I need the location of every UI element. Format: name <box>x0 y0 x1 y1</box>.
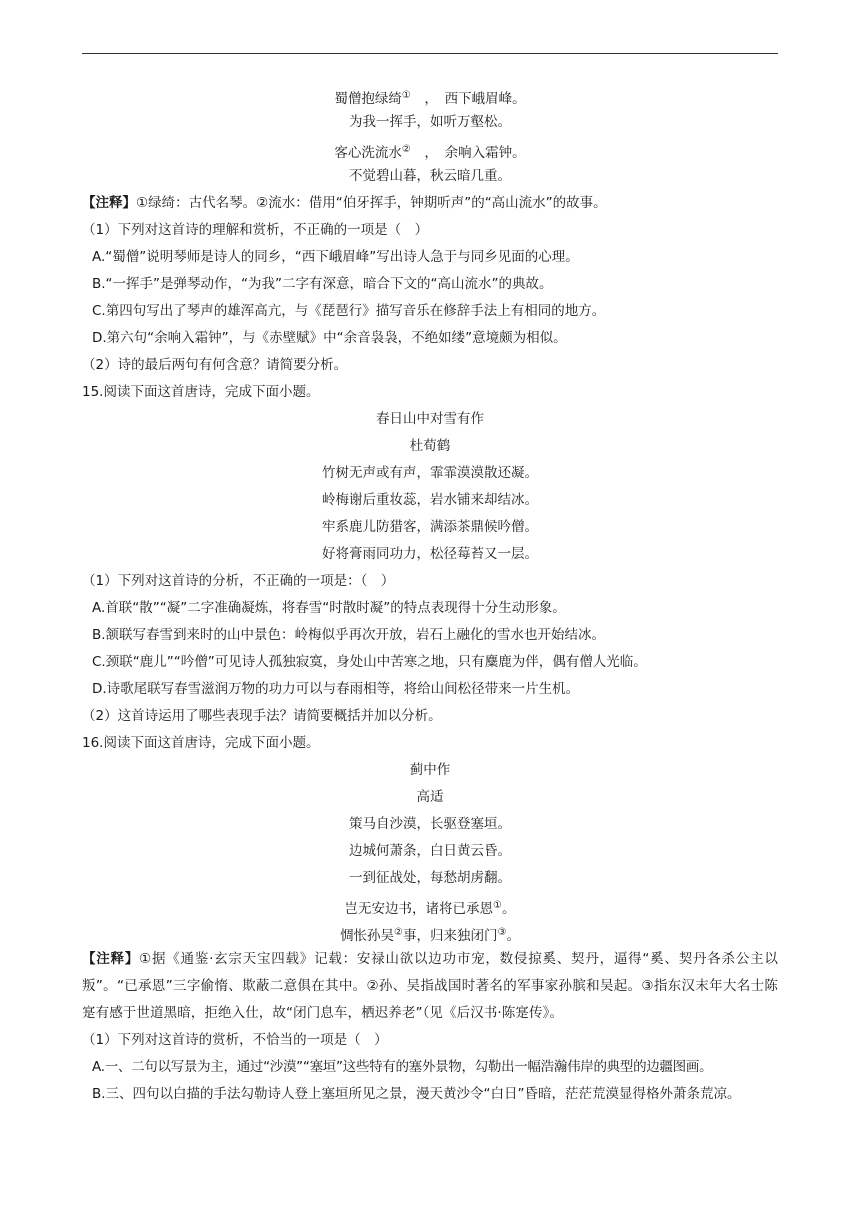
poem-author: 高适 <box>416 789 444 805</box>
question: （2）这首诗运用了哪些表现手法？请简要概括并加以分析。 <box>82 708 442 724</box>
poem-title: 春日山中对雪有作 <box>376 411 484 427</box>
header-rule <box>82 53 778 54</box>
poem-line: 策马自沙漠，长驱登塞垣。 <box>349 816 511 832</box>
annotation: 【注释】①绿绮：古代名琴。②流水：借用“伯牙挥手，钟期听声”的“高山流水”的故事。 <box>82 195 607 211</box>
poem-line: 岭梅谢后重妆蕊，岩水铺来却结冰。 <box>322 492 538 508</box>
question-heading: 16.阅读下面这首唐诗，完成下面小题。 <box>82 735 320 751</box>
option: A.“蜀僧”说明琴师是诗人的同乡，“西下峨眉峰”写出诗人急于与同乡见面的心理。 <box>92 249 579 265</box>
poem-line: 客心洗流水② ， 余响入霜钟。 <box>334 144 526 161</box>
option: D.诗歌尾联写春雪滋润万物的功力可以与春雨相等，将给山间松径带来一片生机。 <box>92 681 580 697</box>
poem-line: 好将膏雨同功力，松径莓苔又一层。 <box>322 546 538 562</box>
option: C.第四句写出了琴声的雄浑高亢，与《琵琶行》描写音乐在修辞手法上有相同的地方。 <box>92 303 606 319</box>
document-page <box>82 82 778 1108</box>
option: B.三、四句以白描的手法勾勒诗人登上塞垣所见之景，漫天黄沙令“白日”昏暗，茫茫荒漠显得格外萧条荒凉。 <box>92 1086 741 1102</box>
footnote-marker: ① <box>401 90 411 101</box>
question: （2）诗的最后两句有何含意？请简要分析。 <box>82 357 348 373</box>
question-heading: 15.阅读下面这首唐诗，完成下面小题。 <box>82 384 320 400</box>
option: C.颈联“鹿儿”“吟僧”可见诗人孤独寂寞，身处山中苦寒之地，只有麋鹿为伴，偶有僧人光临。 <box>92 654 647 670</box>
option: B.“一挥手”是弹琴动作，“为我”二字有深意，暗合下文的“高山流水”的典故。 <box>92 276 553 292</box>
question: （1）下列对这首诗的赏析，不恰当的一项是（ ） <box>82 1032 388 1048</box>
footnote-marker: ② <box>394 927 403 938</box>
poem-line: 不觉碧山暮，秋云暗几重。 <box>349 168 511 184</box>
question: （1）下列对这首诗的理解和赏析，不正确的一项是（ ） <box>82 222 429 238</box>
poem-line: 一到征战处，每愁胡虏翻。 <box>349 870 511 886</box>
annotation: 【注释】①据《通鉴·玄宗天宝四载》记载：安禄山欲以边功市宠，数侵掠奚、契丹，逼得“奚、契丹各杀公主以叛”。“已承恩”三字偷惰、欺蔽二意俱在其中。②孙、吴指战国时著名的军事家孙膑和吴起。③指东汉末年大名士陈寔有感于世道黑暗，拒绝入仕，故“闭门息车，栖迟养老”（见《后汉书·陈寔传》。 <box>82 951 778 1021</box>
poem-author: 杜荀鹤 <box>409 438 451 454</box>
option: A.一、二句以写景为主，通过“沙漠”“塞垣”这些特有的塞外景物，勾勒出一幅浩瀚伟岸的典型的边疆图画。 <box>92 1059 713 1075</box>
poem-line: 蜀僧抱绿绮① ， 西下峨眉峰。 <box>334 90 526 107</box>
option: D.第六句“余响入霜钟”，与《赤壁赋》中“余音袅袅，不绝如缕”意境颇为相似。 <box>92 330 567 346</box>
poem-title: 蓟中作 <box>409 762 451 778</box>
footnote-marker: ② <box>401 144 411 155</box>
poem-line: 竹树无声或有声，霏霏漠漠散还凝。 <box>322 465 538 481</box>
footnote-marker: ① <box>493 900 502 911</box>
poem-line: 边城何萧条，白日黄云昏。 <box>349 843 511 859</box>
poem-line: 岂无安边书，诸将已承恩①。 <box>344 900 516 917</box>
footnote-marker: ③ <box>497 927 507 938</box>
option: B.颔联写春雪到来时的山中景色：岭梅似乎再次开放，岩石上融化的雪水也开始结冰。 <box>92 627 606 643</box>
poem-line: 牢系鹿儿防猎客，满添茶鼎候吟僧。 <box>322 519 538 535</box>
poem-line: 为我一挥手，如听万壑松。 <box>349 114 511 130</box>
poem-line: 惆怅孙吴②事，归来独闭门③。 <box>340 927 520 944</box>
option: A.首联“散”“凝”二字准确凝炼，将春雪“时散时凝”的特点表现得十分生动形象。 <box>92 600 566 616</box>
question: （1）下列对这首诗的分析，不正确的一项是：（ ） <box>82 573 395 589</box>
